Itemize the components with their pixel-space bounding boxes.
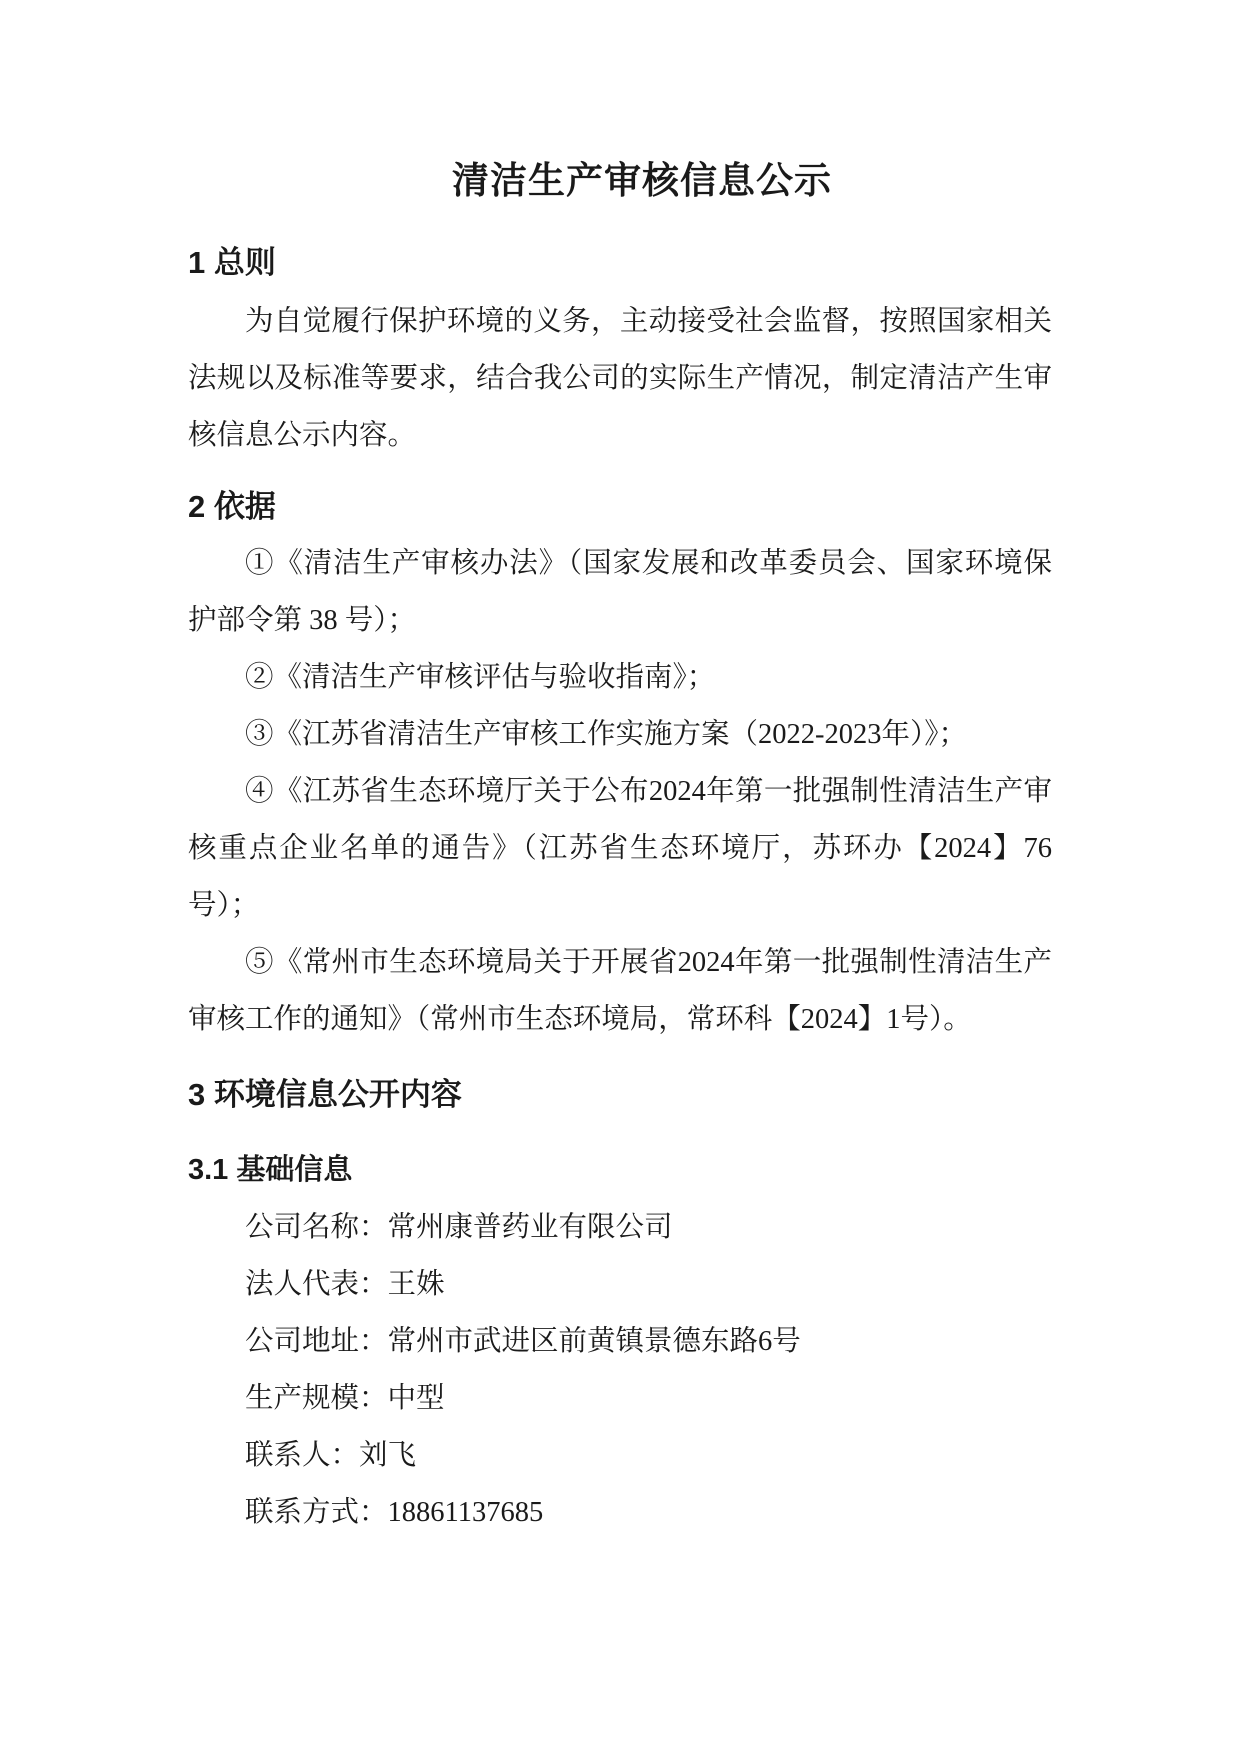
paragraph-line: 为自觉履行保护环境的义务，主动接受社会监督，按照国家相关 — [245, 306, 1052, 337]
reference-line: 核重点企业名单的通告》（江苏省生态环境厅，苏环办【2024】76 — [188, 833, 1052, 864]
reference-line: ②《清洁生产审核评估与验收指南》； — [245, 662, 716, 693]
info-field-label: 联系人： — [245, 1440, 360, 1471]
reference-line: 号）； — [188, 890, 260, 921]
info-field-label: 公司名称： — [245, 1212, 388, 1243]
reference-line: ③《江苏省清洁生产审核工作实施方案（2022-2023年）》； — [245, 719, 967, 750]
reference-line: ⑤《常州市生态环境局关于开展省2024年第一批强制性清洁生产 — [245, 947, 1052, 978]
section-heading-1: 1 总则 — [188, 245, 276, 280]
info-field-value: 中型 — [387, 1383, 445, 1414]
info-field-label: 公司地址： — [245, 1326, 388, 1357]
section-1-paragraph — [188, 293, 1052, 464]
info-field-label: 生产规模： — [245, 1383, 388, 1414]
info-field-value: 常州市武进区前黄镇景德东路6号 — [387, 1326, 801, 1357]
reference-line: ①《清洁生产审核办法》（国家发展和改革委员会、国家环境保 — [245, 548, 1052, 579]
info-field — [188, 1427, 1052, 1484]
section-2-references — [188, 535, 1052, 1048]
reference-line: 审核工作的通知》（常州市生态环境局，常环科【2024】1号）。 — [188, 1004, 972, 1035]
paragraph-line: 核信息公示内容。 — [188, 420, 417, 451]
info-field-value: 常州康普药业有限公司 — [387, 1212, 673, 1243]
info-field-value: 王姝 — [387, 1269, 445, 1300]
section-heading-3: 3 环境信息公开内容 — [188, 1077, 462, 1112]
info-field — [188, 1313, 1052, 1370]
info-field-value: 刘飞 — [359, 1440, 417, 1471]
document-title: 清洁生产审核信息公示 — [452, 160, 832, 201]
section-heading-3-1: 3.1 基础信息 — [188, 1154, 353, 1186]
info-field-label: 联系方式： — [245, 1497, 388, 1528]
reference-line: 护部令第 38 号）； — [188, 605, 417, 636]
paragraph-line: 法规以及标准等要求，结合我公司的实际生产情况，制定清洁产生审 — [188, 363, 1052, 394]
info-field — [188, 1256, 1052, 1313]
info-field — [188, 1370, 1052, 1427]
section-heading-2: 2 依据 — [188, 489, 276, 524]
basic-info-list — [188, 1199, 1052, 1541]
info-field-value: 18861137685 — [387, 1497, 544, 1528]
info-field-label: 法人代表： — [245, 1269, 388, 1300]
info-field — [188, 1484, 1052, 1541]
info-field — [188, 1199, 1052, 1256]
reference-line: ④《江苏省生态环境厅关于公布2024年第一批强制性清洁生产审 — [245, 776, 1052, 807]
document-content — [188, 150, 1052, 1541]
